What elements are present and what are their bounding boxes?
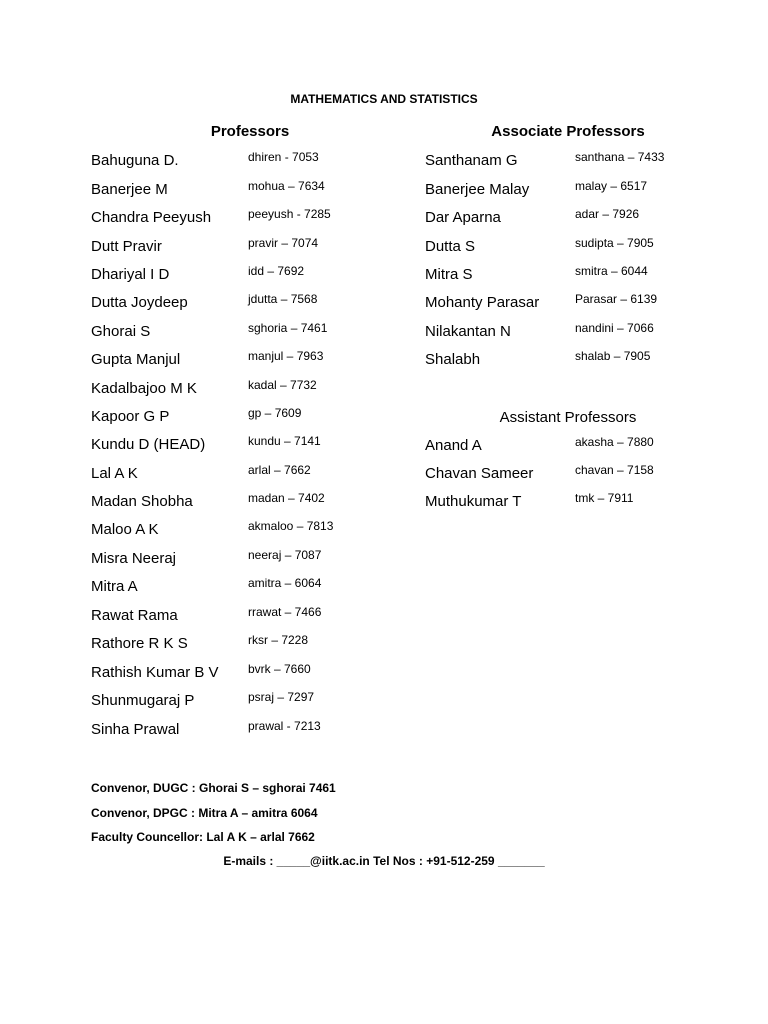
professor-entry — [91, 323, 431, 345]
assistant-professor-entry — [425, 493, 765, 515]
professor-name: Ghorai S — [91, 323, 151, 340]
associate-professor-name: Dutta S — [425, 238, 476, 255]
professor-entry — [91, 380, 431, 402]
associate-professor-entry — [425, 238, 765, 260]
assistant-professor-contact: chavan – 7158 — [575, 463, 654, 477]
professor-name: Misra Neeraj — [91, 550, 177, 567]
professor-name: Sinha Prawal — [91, 721, 180, 738]
professors-heading: Professors — [210, 123, 290, 140]
professor-contact: madan – 7402 — [248, 491, 325, 505]
associate-professor-entry — [425, 152, 765, 174]
associate-professor-entry — [425, 351, 765, 373]
associate-professor-entry — [425, 181, 765, 203]
professor-contact: psraj – 7297 — [248, 690, 315, 704]
professor-entry — [91, 664, 431, 686]
associate-professor-name: Mohanty Parasar — [425, 294, 540, 311]
professor-contact: kadal – 7732 — [248, 378, 317, 392]
professor-entry — [91, 152, 431, 174]
professor-name: Rathish Kumar B V — [91, 664, 219, 681]
associate-professor-contact: shalab – 7905 — [575, 349, 651, 363]
professor-contact: mohua – 7634 — [248, 179, 325, 193]
professor-name: Madan Shobha — [91, 493, 193, 510]
professor-name: Maloo A K — [91, 521, 159, 538]
professor-entry — [91, 351, 431, 373]
professor-name: Gupta Manjul — [91, 351, 181, 368]
professor-contact: arlal – 7662 — [248, 463, 311, 477]
professor-name: Shunmugaraj P — [91, 692, 195, 709]
professor-entry — [91, 692, 431, 714]
associate-professor-name: Nilakantan N — [425, 323, 511, 340]
faculty-councellor-line: Faculty Councellor: Lal A K – arlal 7662 — [91, 830, 315, 844]
professor-entry — [91, 635, 431, 657]
professor-contact: jdutta – 7568 — [248, 292, 318, 306]
professor-contact: manjul – 7963 — [248, 349, 324, 363]
professor-entry — [91, 521, 431, 543]
professor-entry — [91, 209, 431, 231]
professor-contact: rrawat – 7466 — [248, 605, 322, 619]
associate-professors-heading: Associate Professors — [491, 123, 645, 140]
professor-entry — [91, 294, 431, 316]
associate-professor-contact: nandini – 7066 — [575, 321, 654, 335]
professor-contact: neeraj – 7087 — [248, 548, 322, 562]
associate-professor-entry — [425, 209, 765, 231]
professor-name: Mitra A — [91, 578, 138, 595]
professor-entry — [91, 493, 431, 515]
professor-contact: gp – 7609 — [248, 406, 302, 420]
professor-name: Kundu D (HEAD) — [91, 436, 206, 453]
professor-entry — [91, 266, 431, 288]
professor-contact: kundu – 7141 — [248, 434, 321, 448]
associate-professor-contact: adar – 7926 — [575, 207, 640, 221]
contact-format-line: E-mails : _____@iitk.ac.in Tel Nos : +91-512-259 _______ — [223, 854, 545, 868]
associate-professor-contact: sudipta – 7905 — [575, 236, 654, 250]
professor-entry — [91, 408, 431, 430]
professor-contact: peeyush - 7285 — [248, 207, 331, 221]
associate-professor-name: Santhanam G — [425, 152, 518, 169]
associate-professor-contact: smitra – 6044 — [575, 264, 648, 278]
assistant-professor-name: Anand A — [425, 437, 482, 454]
assistant-professors-heading: Assistant Professors — [499, 409, 637, 426]
professor-entry — [91, 465, 431, 487]
professor-entry — [91, 238, 431, 260]
associate-professor-entry — [425, 323, 765, 345]
associate-professor-name: Shalabh — [425, 351, 481, 368]
associate-professor-name: Banerjee Malay — [425, 181, 530, 198]
professor-contact: bvrk – 7660 — [248, 662, 311, 676]
professor-contact: pravir – 7074 — [248, 236, 319, 250]
professor-name: Kadalbajoo M K — [91, 380, 197, 397]
professor-entry — [91, 550, 431, 572]
professor-name: Dutt Pravir — [91, 238, 162, 255]
dugc-convenor-line: Convenor, DUGC : Ghorai S – sghorai 7461 — [91, 781, 336, 795]
page-title: MATHEMATICS AND STATISTICS — [290, 92, 478, 106]
dpgc-convenor-line: Convenor, DPGC : Mitra A – amitra 6064 — [91, 806, 318, 820]
professor-name: Chandra Peeyush — [91, 209, 212, 226]
professor-name: Rathore R K S — [91, 635, 188, 652]
professor-name: Bahuguna D. — [91, 152, 179, 169]
professor-name: Rawat Rama — [91, 607, 178, 624]
professor-contact: idd – 7692 — [248, 264, 305, 278]
associate-professor-entry — [425, 266, 765, 288]
professor-contact: akmaloo – 7813 — [248, 519, 334, 533]
assistant-professor-entry — [425, 437, 765, 459]
associate-professor-name: Dar Aparna — [425, 209, 501, 226]
assistant-professor-entry — [425, 465, 765, 487]
assistant-professor-name: Muthukumar T — [425, 493, 522, 510]
professor-name: Dutta Joydeep — [91, 294, 188, 311]
professor-name: Lal A K — [91, 465, 138, 482]
associate-professor-contact: malay – 6517 — [575, 179, 648, 193]
professor-contact: prawal - 7213 — [248, 719, 321, 733]
professor-entry — [91, 578, 431, 600]
professor-contact: rksr – 7228 — [248, 633, 309, 647]
professor-contact: dhiren - 7053 — [248, 150, 319, 164]
assistant-professor-contact: akasha – 7880 — [575, 435, 654, 449]
professor-contact: amitra – 6064 — [248, 576, 322, 590]
professor-entry — [91, 607, 431, 629]
professor-name: Dhariyal I D — [91, 266, 170, 283]
associate-professor-entry — [425, 294, 765, 316]
associate-professor-contact: santhana – 7433 — [575, 150, 665, 164]
professor-contact: sghoria – 7461 — [248, 321, 328, 335]
assistant-professor-contact: tmk – 7911 — [575, 491, 634, 505]
professor-entry — [91, 181, 431, 203]
professor-entry — [91, 436, 431, 458]
associate-professor-contact: Parasar – 6139 — [575, 292, 658, 306]
professor-name: Banerjee M — [91, 181, 168, 198]
associate-professor-name: Mitra S — [425, 266, 473, 283]
assistant-professor-name: Chavan Sameer — [425, 465, 534, 482]
professor-name: Kapoor G P — [91, 408, 170, 425]
professor-entry — [91, 721, 431, 743]
